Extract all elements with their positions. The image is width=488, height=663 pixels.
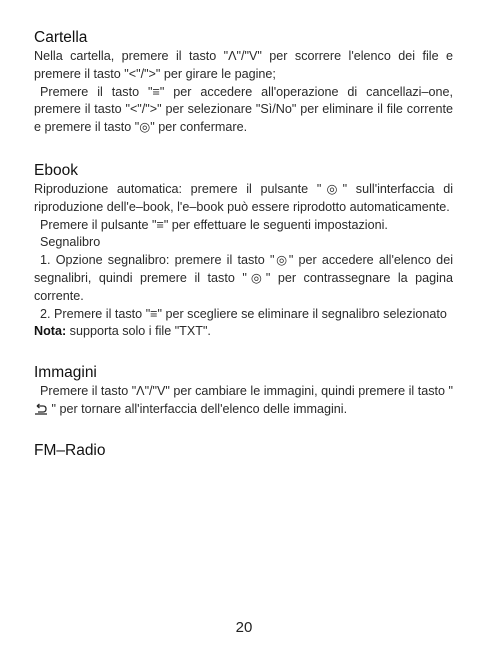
note-text: supporta solo i file "TXT". — [66, 324, 211, 339]
return-arrow-icon — [34, 402, 48, 416]
ebook-paragraph-1: Riproduzione automatica: premere il pulsante "◎" sull'interfaccia di riproduzione dell'e–book, l'e–book può essere riprodotto automaticamente. — [34, 181, 453, 214]
section-title-cartella: Cartella — [34, 29, 88, 46]
manual-page — [34, 28, 453, 461]
ebook-paragraph-5: 2. Premere il tasto "≡" per scegliere se eliminare il segnalibro selezionato — [40, 306, 447, 321]
section-title-ebook: Ebook — [34, 161, 78, 179]
section-title-fm-radio: FM–Radio — [34, 441, 106, 459]
cartella-paragraph-2: Premere il tasto "≡" per accedere all'operazione di cancellazi–one, premere il tasto "<"/">" per selezionare "Sì/No" per eliminare il file corrente e premere il tasto "◎" per confermare. — [34, 84, 453, 135]
immagini-text-before: Premere il tasto "Λ"/"V" per cambiare le immagini, quindi premere il tasto " — [40, 384, 453, 399]
ebook-paragraph-4: 1. Opzione segnalibro: premere il tasto "◎" per accedere all'elenco dei segnalibri, quindi premere il tasto "◎" per contrassegnare la pagina corrente. — [34, 253, 453, 303]
immagini-paragraph-1 — [34, 383, 453, 419]
page-number: 20 — [235, 619, 253, 636]
ebook-note — [34, 323, 453, 341]
ebook-paragraph-2: Premere il pulsante "≡" per effettuare le seguenti impostazioni. — [40, 217, 388, 232]
ebook-paragraph-3: Segnalibro — [40, 235, 101, 250]
note-label: Nota: — [34, 324, 67, 339]
cartella-paragraph-1: Nella cartella, premere il tasto "Λ"/"V" per scorrere l'elenco dei file e premere il tasto "<"/">" per girare le pagine; — [34, 49, 453, 81]
section-title-immagini: Immagini — [34, 364, 97, 382]
immagini-text-after: " per tornare all'interfaccia dell'elenco delle immagini. — [48, 401, 348, 416]
